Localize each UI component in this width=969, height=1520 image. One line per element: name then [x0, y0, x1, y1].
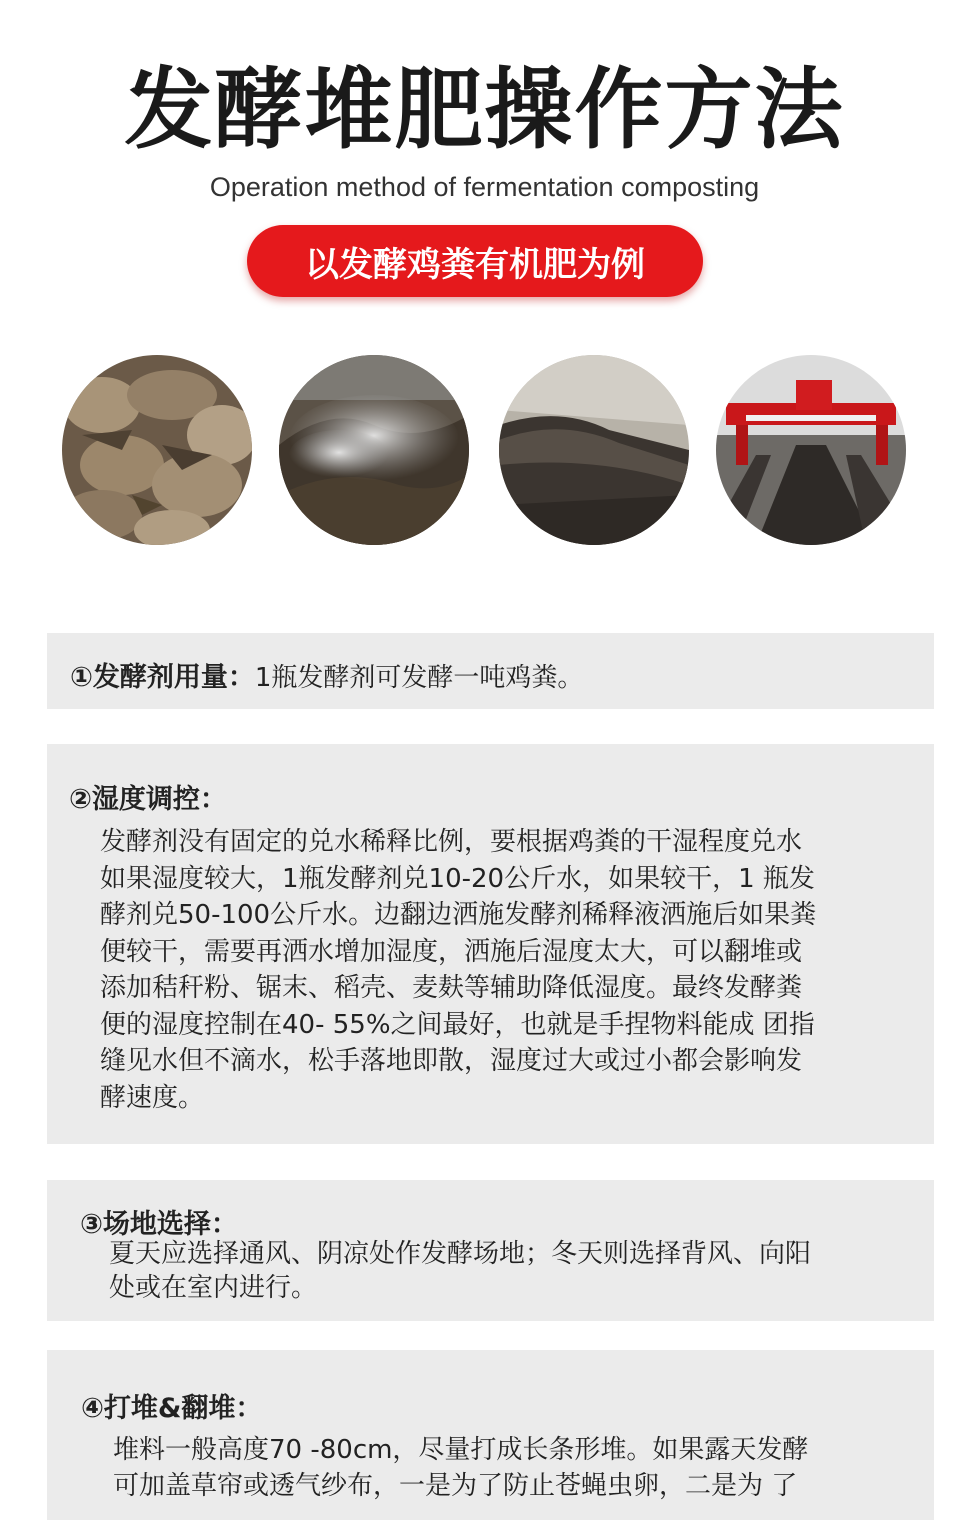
steaming-compost-photo [279, 355, 469, 545]
paragraph-line: 添加秸秆粉、锯末、稻壳、麦麸等辅助降低湿度。最终发酵粪 [100, 973, 803, 1003]
paragraph-line: 酵速度。 [100, 1082, 205, 1113]
section-piling-body [113, 1432, 913, 1504]
paragraph-line: 发酵剂没有固定的兑水稀释比例，要根据鸡粪的干湿程度兑水 [100, 827, 803, 857]
example-badge [247, 225, 703, 297]
section-piling-heading: ④打堆&翻堆： [81, 1393, 263, 1424]
section-site-body [109, 1237, 909, 1305]
section-site-heading: ③场地选择： [80, 1209, 238, 1240]
section-humidity-body [100, 824, 910, 1116]
compost-windrow-photo [499, 355, 689, 545]
page-title: 发酵堆肥操作方法 [124, 58, 845, 161]
paragraph-line: 堆料一般高度70 -80cm，尽量打成长条形堆。如果露天发酵 [113, 1435, 809, 1465]
section-humidity-heading: ②湿度调控： [69, 784, 227, 815]
paragraph-line: 处或在室内进行。 [109, 1273, 318, 1303]
page-subtitle: Operation method of fermentation composting [209, 172, 760, 202]
paragraph-line: 酵剂兑50-100公斤水。边翻边洒施发酵剂稀释液洒施后如果粪 [100, 900, 817, 930]
section-dosage [47, 633, 934, 709]
section-piling [47, 1350, 934, 1520]
section-humidity [47, 744, 934, 1144]
paragraph-line: 便的湿度控制在40- 55%之间最好，也就是手捏物料能成 团指 [100, 1009, 815, 1040]
paragraph-line: 可加盖草帘或透气纱布，一是为了防止苍蝇虫卵，二是为 了 [113, 1471, 798, 1501]
example-badge-label: 以发酵鸡粪有机肥为例 [305, 244, 645, 285]
section-site [47, 1180, 934, 1321]
paragraph-line: 夏天应选择通风、阴凉处作发酵场地；冬天则选择背风、向阳 [109, 1239, 812, 1269]
paragraph-line: 如果湿度较大，1瓶发酵剂兑10-20公斤水，如果较干，1 瓶发 [100, 863, 815, 894]
compost-turner-machine-photo [716, 355, 906, 545]
section-dosage-heading: ①发酵剂用量： [70, 662, 255, 693]
section-dosage-text: 1瓶发酵剂可发酵一吨鸡粪。 [254, 663, 584, 693]
dry-manure-photo [62, 355, 252, 545]
paragraph-line: 缝见水但不滴水，松手落地即散，湿度过大或过小都会影响发 [100, 1046, 803, 1076]
paragraph-line: 便较干，需要再洒水增加湿度，洒施后湿度太大，可以翻堆或 [100, 936, 803, 967]
